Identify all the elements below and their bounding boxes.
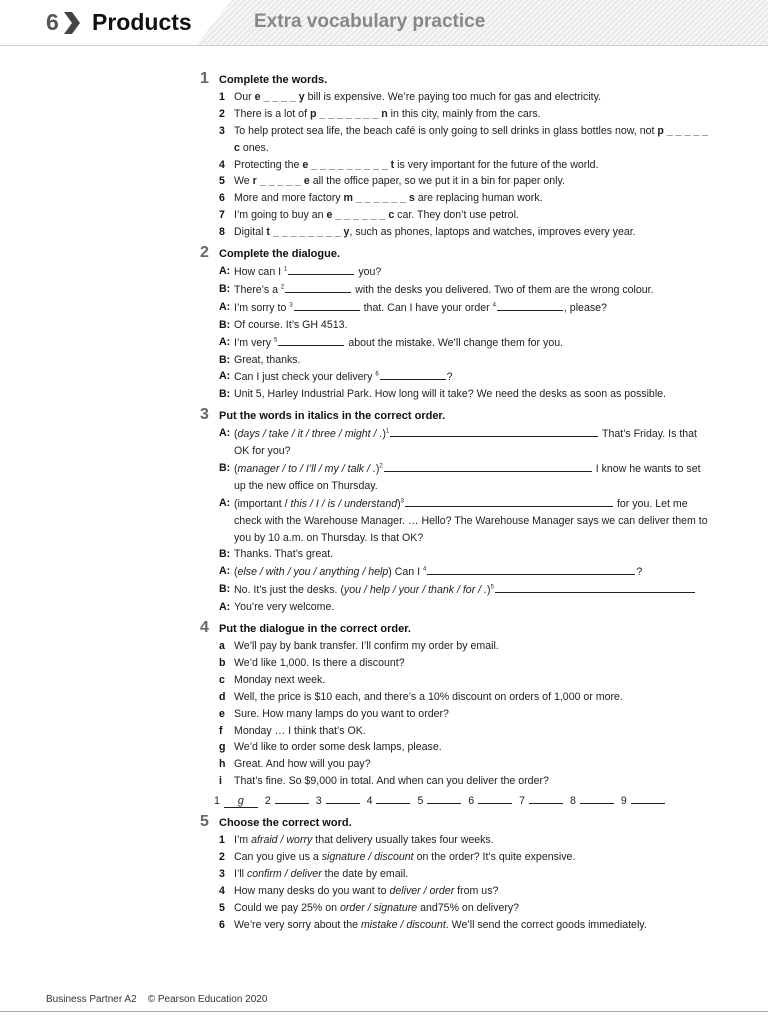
header-divider: [0, 45, 768, 46]
page-subtitle: Extra vocabulary practice: [254, 11, 486, 32]
line-text: (important /: [234, 497, 291, 510]
item-number: 1: [219, 833, 225, 846]
gap-number: 2: [379, 463, 383, 470]
line-text: you?: [355, 265, 382, 278]
answer-blank[interactable]: [427, 792, 461, 804]
item-number: 4: [219, 158, 225, 171]
item-text: There is a lot of: [234, 107, 310, 120]
word-gap[interactable]: r _ _ _ _ _ e: [252, 175, 310, 188]
exercise-4-items: [200, 638, 710, 790]
option-text: We’d like to order some desk lamps, please.: [234, 741, 442, 754]
answer-slot: [621, 795, 666, 807]
item-number: 5: [219, 901, 225, 914]
answer-blank[interactable]: [580, 792, 614, 804]
dialogue-option: [200, 655, 710, 672]
gap-number: 5: [490, 584, 494, 591]
line-text: That’s Friday. Is that OK for you?: [234, 428, 697, 458]
dialogue-line: [200, 495, 710, 547]
word-gap[interactable]: m _ _ _ _ _ _ s: [343, 192, 415, 205]
dialogue-line: [200, 386, 710, 403]
option-letter: h: [219, 758, 226, 771]
item-number: 6: [219, 918, 225, 931]
line-text: There’s a: [234, 283, 281, 296]
unit-number: 6: [46, 9, 59, 35]
answer-blank[interactable]: [278, 334, 344, 346]
speaker-label: A:: [219, 335, 231, 348]
word-choice[interactable]: confirm / deliver: [246, 867, 322, 880]
exercise-title: Choose the correct word.: [219, 817, 352, 830]
scrambled-words: days / take / it / three / might / .: [237, 428, 383, 441]
speaker-label: A:: [219, 496, 231, 509]
item-text: . We’ll send the correct goods immediately.: [445, 918, 647, 931]
gap-number: 3: [400, 498, 404, 505]
question-item: [200, 89, 710, 106]
item-text: and75% on delivery?: [417, 901, 520, 914]
exercise-number: 1: [200, 70, 209, 87]
speaker-label: A:: [219, 370, 231, 383]
item-number: 3: [219, 124, 225, 137]
question-item: [200, 866, 710, 883]
dialogue-line: [200, 460, 710, 495]
answer-blank[interactable]: [384, 460, 592, 472]
speaker-label: B:: [219, 461, 231, 474]
item-text: is very important for the future of the world.: [394, 158, 599, 171]
word-gap[interactable]: e _ _ _ _ y: [254, 90, 305, 103]
line-text: Unit 5, Harley Industrial Park. How long will it take? We need the desks as soon as possible.: [234, 388, 667, 401]
exercise-4: [200, 621, 710, 810]
line-text: for you. Let me check with the Warehouse Manager. … Hello? The Warehouse Manager says we can deliver them to you by 10 a.m. on Thursday. Is that OK?: [234, 497, 708, 544]
scrambled-words: else / with / you / anything / help: [237, 566, 389, 579]
answer-blank[interactable]: [529, 792, 563, 804]
word-choice[interactable]: deliver / order: [389, 884, 455, 897]
dialogue-line: [200, 546, 710, 563]
item-text: We’re very sorry about the: [234, 918, 361, 931]
word-gap[interactable]: p _ _ _ _ _ _ _ n: [309, 107, 388, 120]
line-text: ): [487, 584, 491, 597]
word-choice[interactable]: mistake / discount: [360, 918, 446, 931]
dialogue-line: [200, 317, 710, 334]
gap-number: 3: [289, 302, 293, 309]
item-number: 2: [219, 850, 225, 863]
exercise-2-dialogue: [200, 263, 710, 403]
answer-slot: [468, 795, 513, 807]
copyright: © Pearson Education 2020: [147, 994, 268, 1005]
answer-slot: [570, 795, 615, 807]
gap-number: 6: [375, 371, 379, 378]
exercise-number: 5: [200, 813, 209, 831]
exercise-number: 2: [200, 244, 209, 262]
word-gap[interactable]: t _ _ _ _ _ _ _ _ y: [266, 226, 350, 239]
exercise-3: [200, 408, 710, 616]
item-text: the date by email.: [321, 867, 409, 880]
answer-blank[interactable]: [275, 792, 309, 804]
dialogue-line: [200, 334, 710, 352]
option-letter: e: [219, 707, 225, 720]
item-text: in this city, mainly from the cars.: [387, 107, 541, 120]
dialogue-option: [200, 739, 710, 756]
exercise-3-dialogue: [200, 425, 710, 616]
item-number: 1: [219, 90, 225, 103]
gap-number: 4: [492, 302, 496, 309]
item-text: Could we pay 25% on: [234, 901, 341, 914]
option-letter: g: [219, 741, 226, 754]
line-text: Of course. It’s GH 4513.: [234, 318, 348, 331]
word-gap[interactable]: e _ _ _ _ _ _ c: [326, 209, 395, 222]
option-text: We’d like 1,000. Is there a discount?: [234, 656, 405, 669]
option-text: We’ll pay by bank transfer. I’ll confirm my order by email.: [234, 640, 499, 652]
item-number: 7: [219, 209, 225, 222]
option-text: Monday next week.: [234, 673, 326, 686]
dialogue-option: [200, 706, 710, 723]
answer-slot: [316, 795, 361, 807]
item-number: 6: [219, 192, 225, 205]
line-text: I’m very: [234, 336, 275, 349]
option-letter: f: [219, 724, 223, 737]
slot-number: 8: [570, 795, 576, 808]
speaker-label: B:: [219, 548, 231, 561]
line-text: (: [234, 428, 238, 441]
line-text: Thanks. That’s great.: [234, 548, 334, 561]
question-item: [200, 900, 710, 917]
option-letter: c: [219, 673, 225, 686]
item-number: 3: [219, 867, 225, 880]
question-item: [200, 207, 710, 224]
dialogue-line: [200, 563, 710, 581]
line-text: that. Can I have your order: [360, 301, 493, 314]
item-text: Our: [234, 90, 255, 103]
word-choice[interactable]: afraid / worry: [251, 833, 313, 846]
question-item: [200, 157, 710, 174]
item-number: 4: [219, 884, 225, 897]
line-text: ): [375, 462, 380, 475]
answer-slot: [265, 795, 310, 807]
answer-slot: [519, 795, 564, 807]
dialogue-line: [200, 352, 710, 369]
slot-number: 9: [620, 795, 627, 808]
dialogue-line: [200, 368, 710, 386]
item-text: ones.: [239, 141, 269, 154]
dialogue-option: [200, 672, 710, 689]
slot-number: 4: [366, 795, 373, 808]
question-item: [200, 917, 710, 934]
question-item: [200, 106, 710, 123]
line-text: ?: [636, 566, 643, 579]
answer-blank[interactable]: [631, 792, 665, 804]
scrambled-words: manager / to / I’ll / my / talk / .: [237, 462, 376, 475]
item-text: on the order? It’s quite expensive.: [413, 850, 576, 863]
speaker-label: A:: [219, 565, 231, 578]
line-text: ?: [446, 371, 453, 384]
worksheet-content: [200, 72, 710, 938]
line-text: (: [234, 462, 238, 475]
dialogue-line: [200, 263, 710, 281]
gap-number: 1: [385, 428, 390, 435]
exercise-1: [200, 72, 710, 241]
item-text: are replacing human work.: [414, 192, 543, 205]
dialogue-line: [200, 299, 710, 317]
item-text: More and more factory: [234, 192, 344, 205]
answer-blank[interactable]: [326, 792, 360, 804]
slot-number: 7: [519, 795, 526, 808]
speaker-label: A:: [219, 300, 231, 313]
answer-slot: [214, 795, 259, 807]
item-text: I’ll: [234, 867, 247, 880]
slot-number: 6: [468, 795, 475, 808]
dialogue-option: [200, 638, 710, 655]
item-text: car. They don’t use petrol.: [394, 209, 519, 222]
answer-blank[interactable]: [288, 263, 354, 275]
item-text: We: [234, 175, 253, 188]
dialogue-line: [200, 581, 710, 599]
item-text: Protecting the: [234, 158, 303, 171]
footer-divider: [0, 1011, 768, 1012]
item-number: 8: [219, 226, 225, 239]
answer-blank[interactable]: [376, 792, 410, 804]
answer-blank[interactable]: [478, 792, 512, 804]
answer-slot: [417, 795, 462, 807]
speaker-label: A:: [219, 427, 231, 440]
dialogue-line: [200, 599, 710, 616]
line-text: Great, thanks.: [234, 353, 301, 366]
answer-blank[interactable]: [380, 368, 446, 380]
question-item: [200, 224, 710, 241]
exercise-number: 4: [200, 619, 209, 637]
answer-sequence: [214, 792, 710, 810]
question-item: [200, 832, 710, 849]
answer-blank[interactable]: g: [224, 796, 258, 808]
speaker-label: B:: [219, 583, 231, 596]
scrambled-words: you / help / your / thank / for / .: [343, 584, 487, 597]
option-text: That’s fine. So $9,000 in total. And when can you deliver the order?: [234, 775, 549, 788]
speaker-label: A:: [219, 264, 231, 277]
option-text: Great. And how will you pay?: [234, 758, 371, 771]
line-text: No. It’s just the desks. (: [234, 584, 344, 597]
item-number: 2: [219, 107, 225, 120]
exercise-number: 3: [200, 406, 209, 424]
option-text: Well, the price is $10 each, and there’s a 10% discount on orders of 1,000 or more.: [234, 690, 623, 703]
answer-blank[interactable]: [285, 281, 351, 293]
scrambled-words: this / I / is / understand: [290, 497, 398, 510]
dialogue-option: [200, 723, 710, 740]
speaker-label: B:: [219, 353, 231, 366]
exercise-title: Put the words in italics in the correct order.: [219, 410, 446, 423]
gap-number: 2: [280, 284, 285, 291]
line-text: , please?: [563, 301, 607, 314]
line-text: I’m sorry to: [234, 301, 290, 314]
item-text: from us?: [454, 884, 499, 897]
dialogue-line: [200, 425, 710, 460]
word-choice[interactable]: signature / discount: [321, 850, 414, 863]
unit-title: Products: [92, 9, 192, 35]
answer-blank[interactable]: [405, 495, 613, 507]
question-item: [200, 849, 710, 866]
question-item: [200, 190, 710, 207]
exercise-title: Complete the words.: [219, 74, 328, 86]
speaker-label: B:: [219, 318, 231, 331]
line-text: (: [234, 566, 238, 579]
line-text: How can I: [234, 265, 285, 278]
item-text: Digital: [234, 226, 267, 239]
slot-number: 5: [417, 795, 424, 808]
dialogue-option: [200, 773, 710, 790]
line-text: ): [397, 497, 401, 510]
question-item: [200, 173, 710, 190]
book-title: Business Partner A2: [46, 994, 137, 1005]
answer-blank[interactable]: [427, 563, 635, 575]
line-text: Can I just check your delivery: [234, 371, 376, 384]
slot-number: 1: [214, 795, 220, 808]
exercise-title: Complete the dialogue.: [219, 248, 341, 261]
item-text: I’m going to buy an: [234, 209, 327, 222]
slot-number: 3: [315, 795, 322, 808]
page-footer: [46, 994, 267, 1005]
answer-blank[interactable]: [390, 425, 598, 437]
option-text: Monday … I think that’s OK.: [234, 724, 366, 737]
dialogue-option: [200, 756, 710, 773]
word-gap[interactable]: p _ _ _ _ _ c: [234, 124, 709, 154]
item-number: 5: [219, 175, 225, 188]
speaker-label: A:: [219, 601, 231, 614]
item-text: To help protect sea life, the beach café is only going to sell drinks in glass bottles now, not: [234, 124, 658, 137]
item-text: How many desks do you want to: [234, 884, 390, 897]
exercise-title: Put the dialogue in the correct order.: [219, 623, 411, 636]
option-letter: d: [219, 690, 226, 703]
page-header: [0, 0, 768, 45]
line-text: ): [382, 428, 386, 441]
dialogue-option: [200, 689, 710, 706]
item-text: bill is expensive. We’re paying too much for gas and electricity.: [304, 90, 602, 103]
dialogue-line: [200, 281, 710, 299]
option-letter: a: [219, 640, 225, 652]
item-text: Can you give us a: [234, 850, 322, 863]
answer-blank[interactable]: [495, 581, 695, 593]
answer-blank[interactable]: [294, 299, 360, 311]
exercise-5-items: [200, 832, 710, 933]
option-letter: b: [219, 656, 226, 669]
gap-number: 5: [274, 337, 278, 344]
question-item: [200, 123, 710, 157]
question-item: [200, 883, 710, 900]
answer-slot: [367, 795, 412, 807]
exercise-5: [200, 815, 710, 933]
word-choice[interactable]: order / signature: [340, 901, 418, 914]
exercise-2: [200, 246, 710, 403]
item-text: , such as phones, laptops and watches, improves every year.: [349, 226, 636, 239]
line-text: ) Can I: [388, 566, 424, 579]
option-letter: i: [219, 775, 222, 788]
gap-number: 4: [423, 566, 427, 573]
exercise-1-items: [200, 89, 710, 241]
header-slant: [196, 0, 232, 45]
chevron-right-icon: [62, 12, 80, 34]
line-text: You’re very welcome.: [234, 601, 335, 614]
line-text: about the mistake. We’ll change them for you.: [345, 336, 564, 349]
slot-number: 2: [264, 795, 271, 808]
speaker-label: B:: [219, 282, 231, 295]
option-text: Sure. How many lamps do you want to order?: [234, 707, 449, 720]
line-text: I know he wants to set up the new office on Thursday.: [234, 462, 701, 492]
gap-number: 1: [284, 266, 288, 273]
word-gap[interactable]: e _ _ _ _ _ _ _ _ _ t: [302, 158, 395, 171]
speaker-label: B:: [219, 388, 231, 401]
item-text: that delivery usually takes four weeks.: [312, 833, 494, 846]
answer-blank[interactable]: [497, 299, 563, 311]
item-text: all the office paper, so we put it in a bin for paper only.: [309, 175, 565, 188]
line-text: with the desks you delivered. Two of them are the wrong colour.: [352, 283, 654, 296]
item-text: I’m: [234, 833, 252, 846]
